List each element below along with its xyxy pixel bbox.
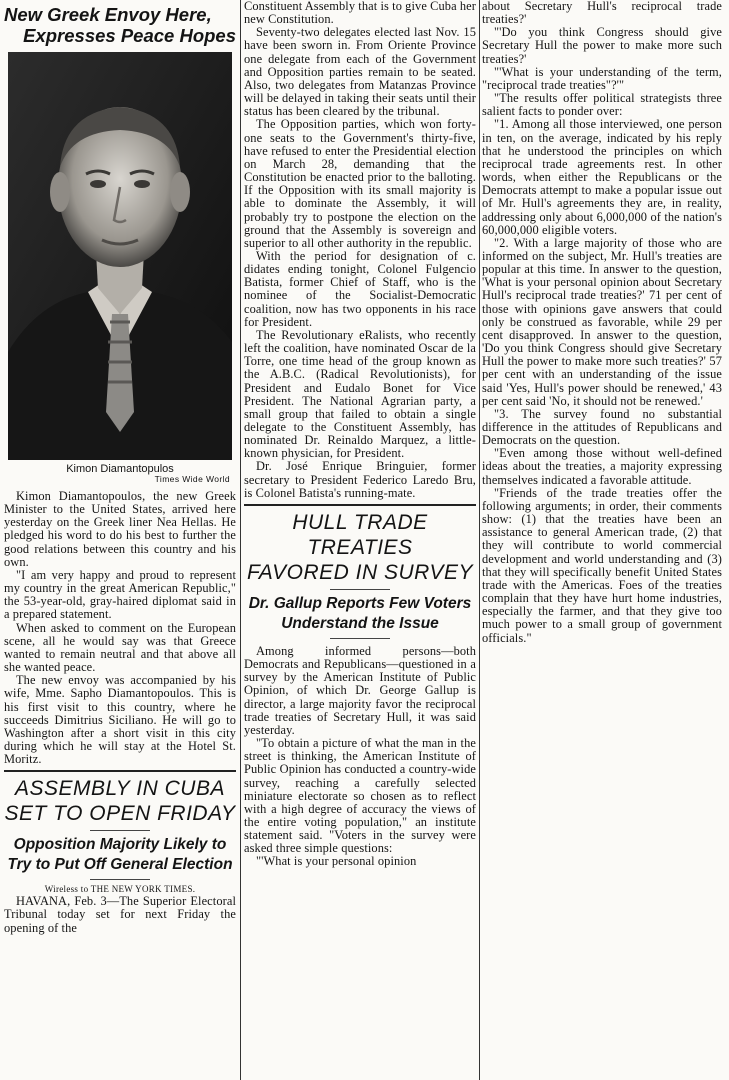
paragraph: "The results offer political strategists three salient facts to ponder over:: [482, 91, 722, 119]
paragraph: about Secretary Hull's reciprocal trade treaties?': [482, 0, 722, 27]
paragraph: Constituent Assembly that is to give Cuba her new Constitution.: [244, 0, 476, 27]
deck-line-1: Dr. Gallup Reports Few Voters: [248, 594, 472, 612]
photo-caption: Kimon Diamantopulos: [66, 463, 174, 475]
cuba-assembly-deck: [4, 835, 236, 875]
paragraph: "'What is your understanding of the term, "reciprocal trade treaties"?'": [482, 64, 722, 92]
deck-divider: [330, 638, 390, 639]
greek-envoy-headline: [4, 4, 236, 46]
greek-envoy-story: [4, 490, 236, 766]
hull-trade-headline: [244, 510, 476, 585]
photo-credit: Times Wide World: [154, 474, 230, 484]
paragraph: "Even among those without well-defined ideas about the treaties, a majority expressing themselves indicated a favorable attitude.: [482, 446, 722, 487]
headline-line-1: HULL TRADE TREATIES: [292, 510, 428, 559]
paragraph: Dr. José Enrique Bringuier, former secretary to President Federico Laredo Bru, is Colonel Batista's running-mate.: [244, 459, 476, 500]
headline-line-2: SET TO OPEN FRIDAY: [4, 802, 236, 826]
headline-line-2: Expresses Peace Hopes: [23, 25, 236, 46]
paragraph: "3. The survey found no substantial difference in the attitudes of Republicans and Democrats on the question.: [482, 406, 722, 448]
story-divider: [244, 504, 476, 506]
deck-line-1: Opposition Majority Likely to: [13, 836, 227, 854]
deck-divider: [330, 589, 390, 590]
column-rule-1: [240, 0, 241, 1080]
paragraph: The new envoy was accompanied by his wife, Mme. Sapho Diamantopoulos. This is his first visit to this country, where he succeeds Dimitrius Siciliano. He will go to Washington after a short visit in this city during which he will stay at the Hotel St. Moritz.: [4, 673, 236, 767]
paragraph: The Revolutionary eRalists, who recently left the coalition, have nominated Oscar de la Torre, one time head of the group known as the A.B.C. (Radical Revolutionists), for President and Eudalo Bonet for Vice President. The National Agrarian party, a small group that failed to obtain a single delegate to the Constituent Assembly, has nominated Dr. Reinaldo Marquez, a little-known physician, for President.: [244, 327, 476, 461]
paragraph: "2. With a large majority of those who are informed on the subject, Mr. Hull's treaties are popular at this time. In answer to the question, 'What is your personal opinion about Secretary Hull's reciprocal trade treaties?' 71 per cent of those with opinions gave answers that could only be construed as favorable, while 29 per cent disapproved. In answer to the question, 'Do you think Congress should give Secretary Hull the power to make more such treaties?' 57 per cent with an understanding of the issue said 'Yes, Hull's power should be renewed,' 43 per cent said 'No, it should not be renewed.': [482, 235, 722, 408]
headline-line-1: New Greek Envoy Here,: [4, 4, 212, 25]
column-rule-2: [479, 0, 480, 1080]
paragraph: "To obtain a picture of what the man in the street is thinking, the American Institute of Public Opinion has conducted a country-wide survey, reaching a carefully selected miniature electorate so chosen as to reflect with a high degree of accuracy the views of the entire voting population," an institute statement said. "Voters in the survey were asked three simple questions:: [244, 736, 476, 856]
cuba-assembly-headline: [4, 776, 236, 826]
hull-trade-story: [244, 645, 476, 869]
paragraph: "I am very happy and proud to represent my country in the great American Republic," the 53-year-old, gray-haired diplomat said in a prepared statement.: [4, 567, 236, 622]
paragraph: The Opposition parties, which won forty-one seats to the Government's thirty-five, have refused to enter the Presidential election on March 28, demanding that the Constitution be enacted prior to the balloting. If the Opposition with its small majority is able to dominate the Assembly, it will probably try to postpone the election on the ground that the Assembly is sovereign and superior to all other authority in the republic.: [244, 117, 476, 250]
cuba-assembly-story-continued: [244, 0, 476, 500]
paragraph: Kimon Diamantopoulos, the new Greek Minister to the United States, arrived here yesterday on the Greek liner Nea Hellas. He pledged his word to do his best to further the good relations between this country and his own.: [4, 489, 236, 569]
story-divider: [4, 770, 236, 772]
deck-line-2: Try to Put Off General Election: [7, 856, 233, 874]
paragraph: When asked to comment on the European scene, all he would say was that Greece wanted to remain neutral and that above all she wanted peace.: [4, 620, 236, 675]
paragraph: With the period for designation of c. didates ending tonight, Colonel Fulgencio Batista, former Chief of Staff, who is the nominee of the Socialist-Democratic coalition, now has two opponents in his race for President.: [244, 248, 476, 329]
paragraph: "'What is your personal opinion: [256, 854, 417, 869]
paragraph: "1. Among all those interviewed, one person in ten, on the average, indicated by his reply that he understood the principles on which reciprocal trade agreements rest. In other words, when either the Republicans or the Democrats attempt to make a popular issue out of Mr. Hull's agreements they are, in reality, addressing only about 6,000,000 of the nation's 60,000,000 eligible voters.: [482, 117, 722, 237]
dateline: Wireless to THE NEW YORK TIMES.: [44, 884, 196, 895]
deck-line-2: Understand the Issue: [281, 614, 439, 632]
hull-trade-deck: [244, 594, 476, 634]
column-3: [482, 0, 722, 1080]
portrait-photo: [8, 52, 232, 460]
paragraph: "Friends of the trade treaties offer the following arguments; in order, their comments show: (1) that the treaties have been an assistance to general American trade, (2) that they will contribute to world commercial development and world understanding and (3) that they will specifically benefit United States trade with the Americas. Foes of the treaties complain that they have hurt home industries, especially the farmer, and that they give too much power to a small group of government officials.": [482, 485, 722, 645]
column-2: [244, 0, 476, 1080]
headline-line-2: FAVORED IN SURVEY: [247, 560, 473, 584]
headline-line-1: ASSEMBLY IN CUBA: [15, 777, 225, 801]
deck-divider: [90, 879, 150, 880]
paragraph: "'Do you think Congress should give Secretary Hull the power to make more such treaties?': [482, 25, 722, 66]
hull-trade-story-continued: [482, 0, 722, 645]
paragraph: Seventy-two delegates elected last Nov. 15 have been sworn in. From Oriente Province one delegate from each of the Government and Opposition parties remain to be seated. Also, two delegates from Matanzas Province will be delayed in taking their seats until their status has been cleared by the tribunal.: [244, 25, 476, 119]
paragraph: Among informed persons—both Democrats and Republicans—questioned in a survey by the American Institute of Public Opinion, of which Dr. George Gallup is director, a large majority favor the reciprocal trade treaties of Secretary Hull, it was said yesterday.: [244, 643, 476, 737]
deck-divider: [90, 830, 150, 831]
column-1: [4, 0, 236, 1080]
paragraph: HAVANA, Feb. 3—The Superior Electoral Tribunal today set for next Friday the opening of the: [4, 894, 236, 935]
